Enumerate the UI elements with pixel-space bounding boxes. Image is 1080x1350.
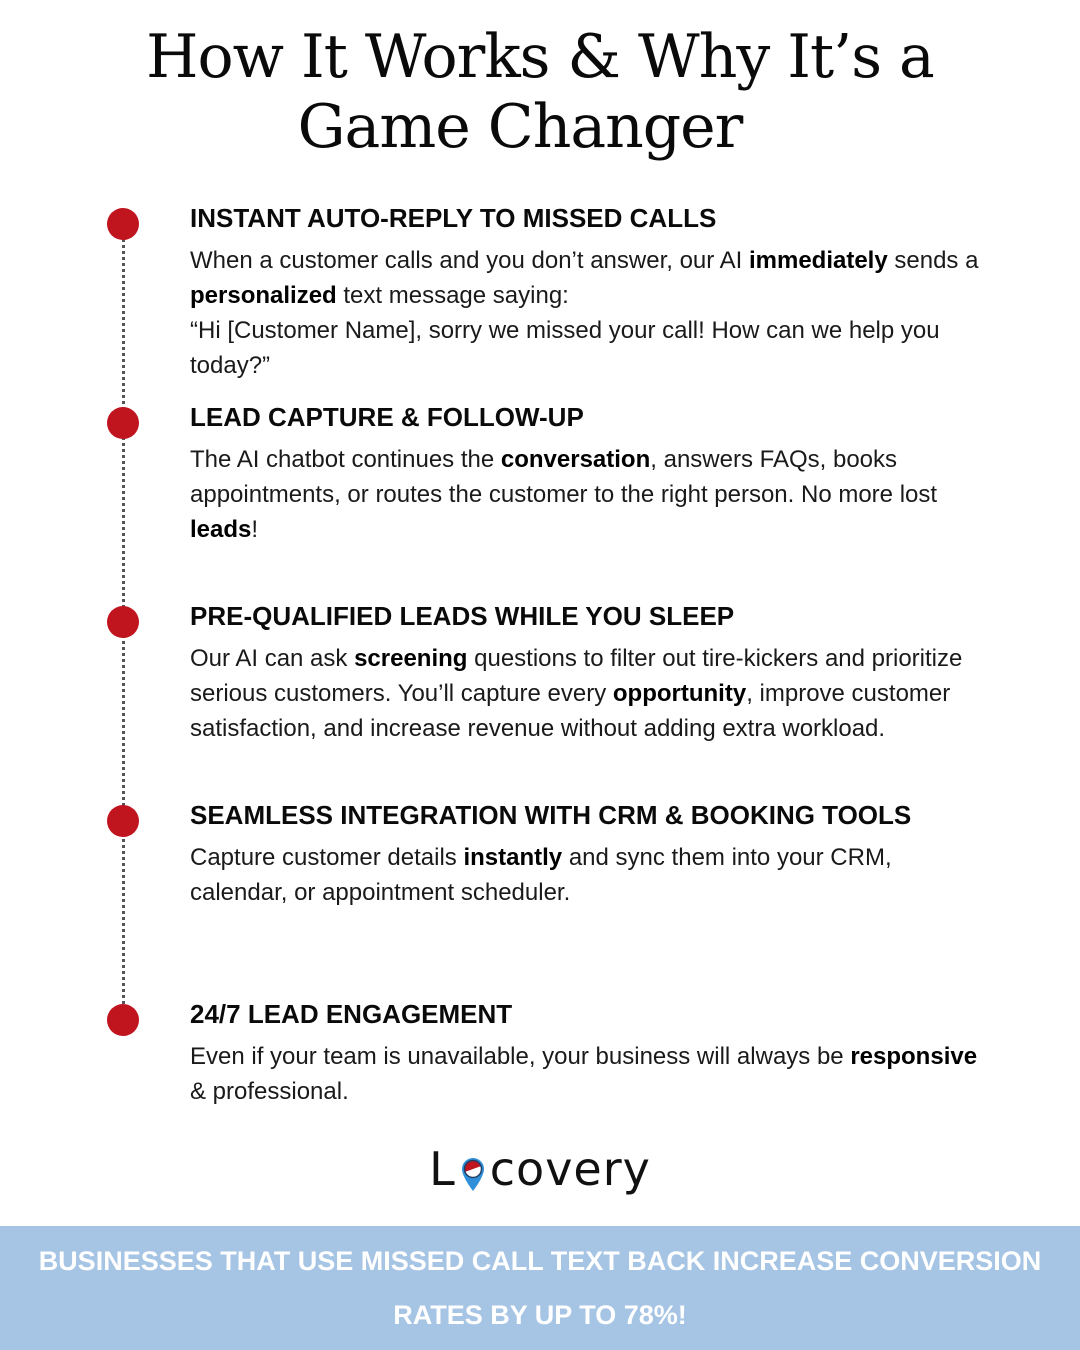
feature-body (190, 1039, 980, 1109)
emphasis-text: immediately (748, 247, 888, 274)
body-text: “Hi [Customer Name], sorry we missed your call! How can we help you today?” (190, 317, 940, 379)
feature-body (190, 442, 980, 547)
body-text: and sync them into your CRM, calendar, or appointment scheduler. (190, 844, 892, 906)
stat-banner (0, 1226, 1080, 1350)
body-text: Our AI can ask (190, 645, 355, 672)
logo-text-prefix: L (429, 1142, 456, 1196)
timeline-dot-1 (107, 208, 139, 240)
feature-heading: 24/7 LEAD ENGAGEMENT (190, 999, 513, 1029)
banner-line-1: BUSINESSES THAT USE MISSED CALL TEXT BACK INCREASE CONVERSION (38, 1246, 1042, 1276)
body-text: , answers FAQs, books appointments, or routes the customer to the right person. No more lost (190, 446, 938, 508)
logo-text-suffix: covery (489, 1142, 651, 1196)
banner-line-2: RATES BY UP TO 78%! (393, 1300, 687, 1330)
body-text: text message saying: (336, 282, 569, 309)
feature-body (190, 243, 980, 383)
emphasis-text: responsive (850, 1043, 978, 1070)
timeline-dot-5 (107, 1004, 139, 1036)
body-text: Capture customer details (190, 844, 464, 871)
body-text: Even if your team is unavailable, your business will always be (190, 1043, 851, 1070)
title-line-2: Game Changer (297, 92, 743, 162)
body-text: When a customer calls and you don’t answer, our AI (190, 247, 749, 274)
brand-logo (0, 1142, 1080, 1196)
body-text: ! (251, 516, 259, 543)
feature-heading: SEAMLESS INTEGRATION WITH CRM & BOOKING TOOLS (190, 800, 912, 830)
timeline-dot-3 (107, 606, 139, 638)
location-pin-icon (458, 1157, 488, 1187)
feature-item-crm-integration (190, 798, 980, 910)
emphasis-text: screening (354, 645, 468, 672)
emphasis-text: leads (190, 516, 252, 543)
body-text: sends a (887, 247, 979, 274)
body-text: & professional. (190, 1078, 349, 1105)
timeline-dot-4 (107, 805, 139, 837)
emphasis-text: instantly (463, 844, 563, 871)
feature-heading: LEAD CAPTURE & FOLLOW-UP (190, 402, 584, 432)
feature-item-auto-reply (190, 201, 980, 383)
feature-body (190, 641, 980, 746)
body-text: The AI chatbot continues the (190, 446, 501, 473)
timeline-dot-2 (107, 407, 139, 439)
feature-heading: PRE-QUALIFIED LEADS WHILE YOU SLEEP (190, 601, 735, 631)
feature-body (190, 840, 980, 910)
emphasis-text: conversation (500, 446, 651, 473)
body-text: questions to filter out tire-kickers and prioritize serious customers. You’ll capture every (190, 645, 963, 707)
emphasis-text: opportunity (612, 680, 747, 707)
title-line-1: How It Works & Why It’s a (146, 22, 934, 92)
feature-item-lead-capture (190, 400, 980, 547)
page-title (0, 22, 1080, 162)
emphasis-text: personalized (190, 282, 337, 309)
feature-item-pre-qualified (190, 599, 980, 746)
feature-heading: INSTANT AUTO-REPLY TO MISSED CALLS (190, 203, 717, 233)
body-text: , improve customer satisfaction, and increase revenue without adding extra workload. (190, 680, 951, 742)
feature-item-24-7-engagement (190, 997, 980, 1109)
